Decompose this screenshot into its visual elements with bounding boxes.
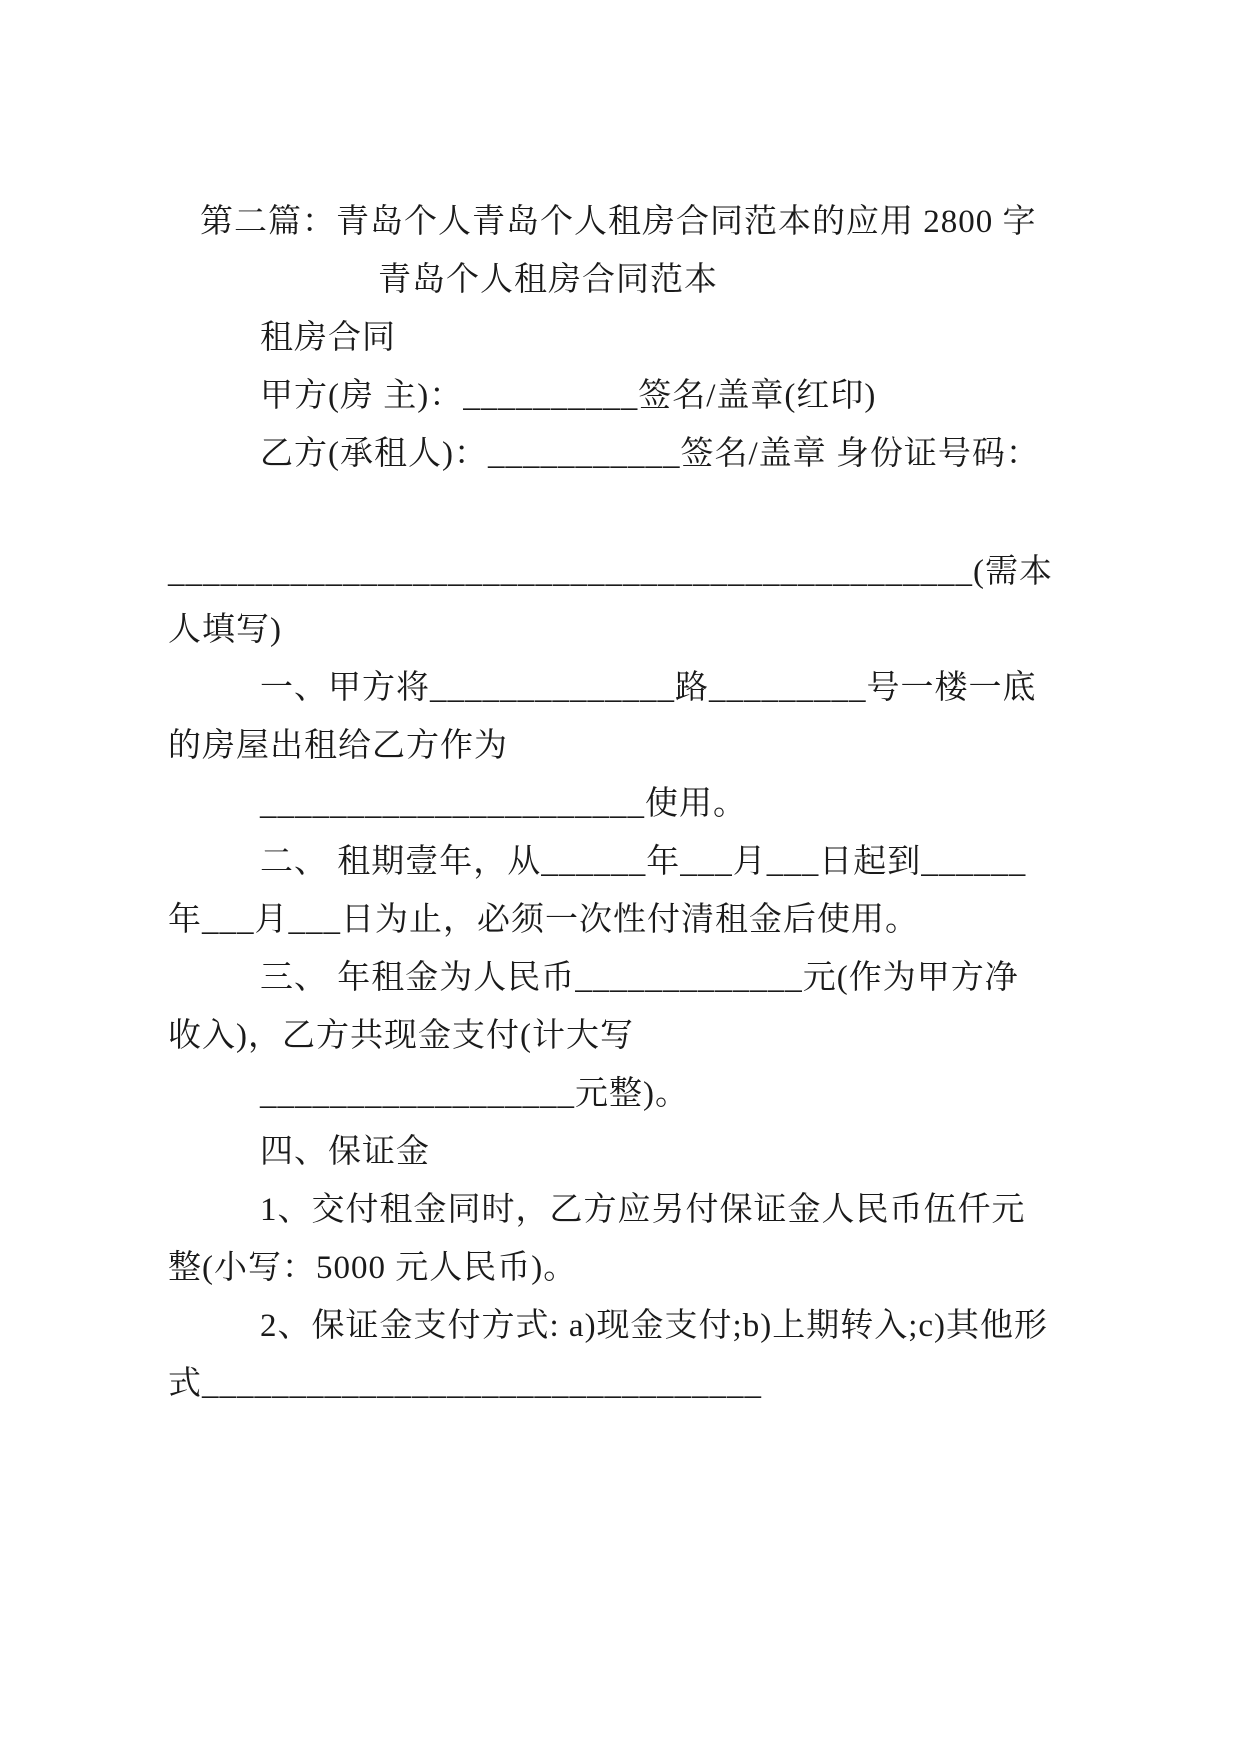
clause-4-heading: 四、保证金 [260,1134,430,1170]
document-title: 第二篇：青岛个人青岛个人租房合同范本的应用 2800 字 [200,204,1037,240]
clause-2-line-2: 年___月___日为止，必须一次性付清租金后使用。 [168,902,919,938]
clause-4-item-2-line-2: 式________________________________ [168,1366,762,1402]
id-number-blank: ______________________________________________ [168,554,973,590]
id-note-char-2: 本 [1019,554,1053,590]
id-number-line [168,552,1053,592]
clause-3-line-2: 收入)，乙方共现金支付(计大写 [168,1018,634,1054]
id-note-continued: 人填写) [168,612,282,648]
clause-2-line-1: 二、 租期壹年，从______年___月___日起到______ [260,844,1027,880]
clause-3-line-1: 三、 年租金为人民币_____________元(作为甲方净 [260,960,1019,996]
clause-4-item-1-line-1: 1、交付租金同时，乙方应另付保证金人民币伍仟元 [260,1192,1026,1228]
clause-4-item-1-line-2: 整(小写：5000 元人民币)。 [168,1250,578,1286]
clause-3-line-3: __________________元整)。 [260,1076,689,1112]
clause-1-line-3: ______________________使用。 [260,786,747,822]
document-subtitle: 青岛个人租房合同范本 [378,262,718,298]
clause-4-item-2-line-1: 2、保证金支付方式: a)现金支付;b)上期转入;c)其他形 [260,1308,1049,1344]
clause-1-line-1: 一、甲方将______________路_________号一楼一底 [260,670,1037,706]
clause-1-line-2: 的房屋出租给乙方作为 [168,728,508,764]
party-b-line: 乙方(承租人)：___________签名/盖章 身份证号码： [260,436,1040,472]
contract-heading: 租房合同 [260,320,396,356]
id-note-paren: ( [973,554,985,590]
party-a-line: 甲方(房 主)：__________签名/盖章(红印) [260,378,877,414]
id-note-char-1: 需 [985,554,1019,590]
